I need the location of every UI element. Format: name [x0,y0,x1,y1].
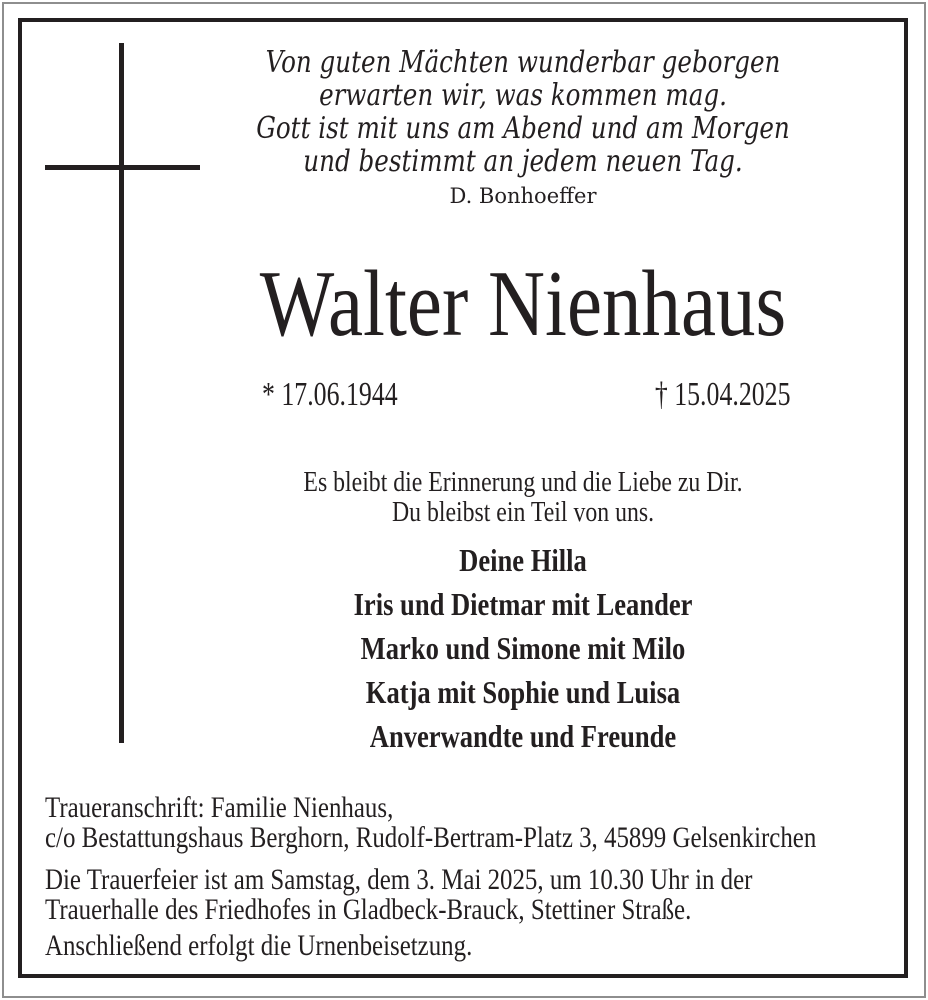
funeral-info-footer [45,793,905,961]
farewell-text [150,467,896,527]
mourning-address-line: c/o Bestattungshaus Berghorn, Rudolf-Bertram-Platz 3, 45899 Gelsenkirchen [45,821,817,854]
mourner-line: Marko und Simone mit Milo [360,630,686,666]
memorial-quote [150,46,896,209]
quote-attribution: D. Bonhoeffer [449,184,597,208]
mourner-line: Deine Hilla [459,542,587,578]
farewell-line: Es bleibt die Erinnerung und die Liebe zu Dir. [303,466,743,498]
mourner-line: Katja mit Sophie und Luisa [365,674,681,710]
burial-note-line: Anschließend erfolgt die Urnenbeisetzung. [45,929,473,962]
cross-vertical-bar [119,43,124,743]
mourners-list [150,538,896,758]
life-dates-row [262,378,790,412]
mourner-line: Anverwandte und Freunde [369,718,677,754]
quote-line: Gott ist mit uns am Abend und am Morgen [256,111,790,146]
quote-line: Von guten Mächten wunderbar geborgen [265,45,781,80]
service-details-line: Die Trauerfeier ist am Samstag, dem 3. Mai 2025, um 10.30 Uhr in der [45,863,753,896]
mourning-address-line: Traueranschrift: Familie Nienhaus, [45,791,394,824]
deceased-name: Walter Nienhaus [259,252,787,356]
mourning-address [45,793,905,853]
farewell-line: Du bleibst ein Teil von uns. [391,496,655,528]
mourner-line: Iris und Dietmar mit Leander [353,586,693,622]
death-date: † 15.04.2025 [654,376,790,413]
service-details [45,865,905,925]
quote-line: erwarten wir, was kommen mag. [319,78,727,113]
quote-line: und bestimmt an jedem neuen Tag. [303,144,743,179]
burial-note [45,931,905,961]
deceased-name-block [150,252,896,356]
birth-date: * 17.06.1944 [262,376,398,413]
service-details-line: Trauerhalle des Friedhofes in Gladbeck-Brauck, Stettiner Straße. [45,893,692,926]
